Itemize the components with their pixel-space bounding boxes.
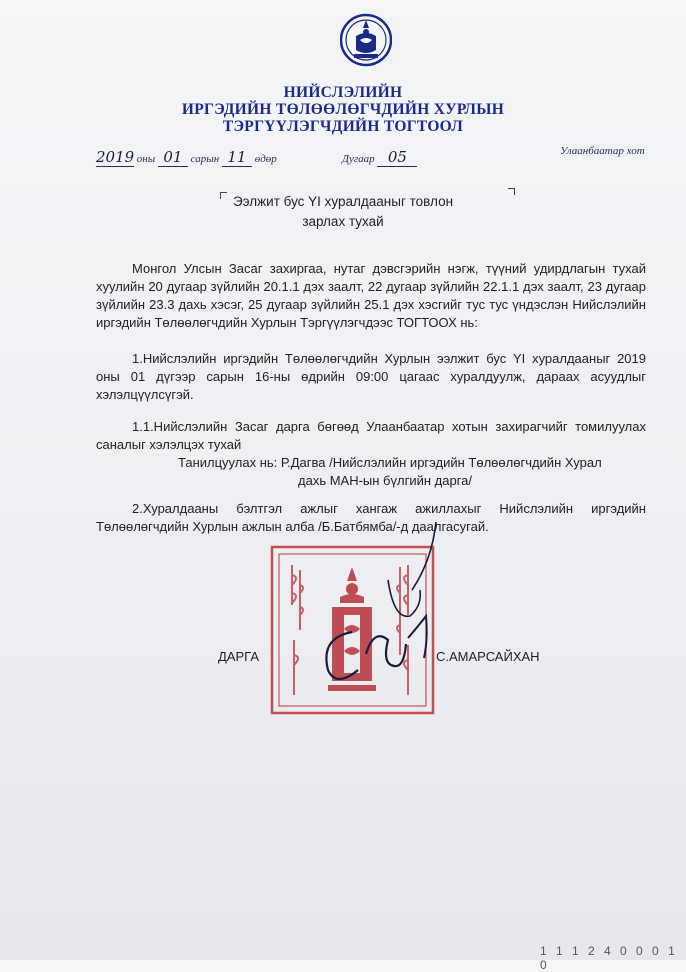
presenter-line2: дахь МАН-ын бүлгийн дарга/ bbox=[298, 473, 472, 488]
month-suffix: сарын bbox=[190, 153, 220, 165]
state-emblem-icon bbox=[340, 12, 392, 68]
org-name-line1: НИЙСЛЭЛИЙН bbox=[283, 84, 403, 101]
signer-name: С.АМАРСАЙХАН bbox=[436, 649, 540, 664]
item-1-1-text: 1.1.Нийслэлийн Засаг дарга бөгөөд Улаанбаатар хотын захирагчийг томилуулах саналыг хэлэлцэх тухай bbox=[96, 419, 646, 452]
subject-line1: Ээлжит бус YI хуралдааныг товлон bbox=[232, 194, 454, 209]
day-suffix: өдөр bbox=[254, 153, 277, 165]
presenter bbox=[178, 454, 602, 490]
document-number: 05 bbox=[377, 148, 417, 167]
presenter-line1: Танилцуулах нь: Р.Дагва /Нийслэлийн иргэдийн Төлөөлөгчдийн Хурал bbox=[178, 455, 602, 470]
item-1-1 bbox=[96, 418, 646, 454]
item-1-text: 1.Нийслэлийн иргэдийн Төлөөлөгчдийн Хурлын ээлжит бус YI хуралдааныг 2019 оны 01 дүгээр сарын 16-ны өдрийн 09:00 цагаас хуралдуулж, дараах асуудлыг хэлэлцүүлсүгэй. bbox=[96, 351, 646, 402]
serial-number: 1 1 1 2 4 0 0 0 1 0 bbox=[540, 944, 678, 972]
preamble-text: Монгол Улсын Засаг захиргаа, нутаг дэвсгэрийн нэгж, түүний удирдлагын тухай хуулийн 20 дугаар зүйлийн 20.1.1 дэх заалт, 22 дугаар зүйлийн 22.1.1 дэх заалт, 23 дугаар зүйлийн 23.3 дахь хэсэг, 25 дугаар зүйлийн 25.1 дэх хэсгийг тус тус үндэслэн Нийслэлийн иргэдийн Төлөөлөгчдийн Хурлын Тэргүүлэгчдээс ТОГТООХ нь: bbox=[96, 261, 646, 330]
date-year: 2019 bbox=[96, 148, 135, 166]
date-month: 01 bbox=[158, 148, 188, 167]
document-type: ТЭРГҮҮЛЭГЧДИЙН ТОГТООЛ bbox=[222, 118, 464, 135]
place: Улаанбаатар хот bbox=[560, 145, 645, 157]
item-2-text: 2.Хуралдааны бэлтгэл ажлыг хангаж ажиллахыг Нийслэлийн иргэдийн Төлөөлөгчдийн Хурлын ажлын алба /Б.Батбямба/-д даалгасугай. bbox=[96, 501, 646, 534]
org-name-line2: ИРГЭДИЙН ТӨЛӨӨЛӨГЧДИЙН ХУРЛЫН bbox=[181, 101, 505, 118]
subject-line2: зарлах тухай bbox=[302, 214, 384, 229]
date-line bbox=[96, 148, 277, 167]
date-day: 11 bbox=[222, 148, 252, 167]
signer-title: ДАРГА bbox=[218, 649, 259, 664]
preamble bbox=[96, 260, 646, 332]
number-label: Дугаар bbox=[342, 153, 375, 165]
handwritten-signature bbox=[300, 520, 460, 720]
item-1 bbox=[96, 350, 646, 404]
year-suffix: оны bbox=[136, 153, 156, 165]
number-line bbox=[342, 148, 417, 167]
